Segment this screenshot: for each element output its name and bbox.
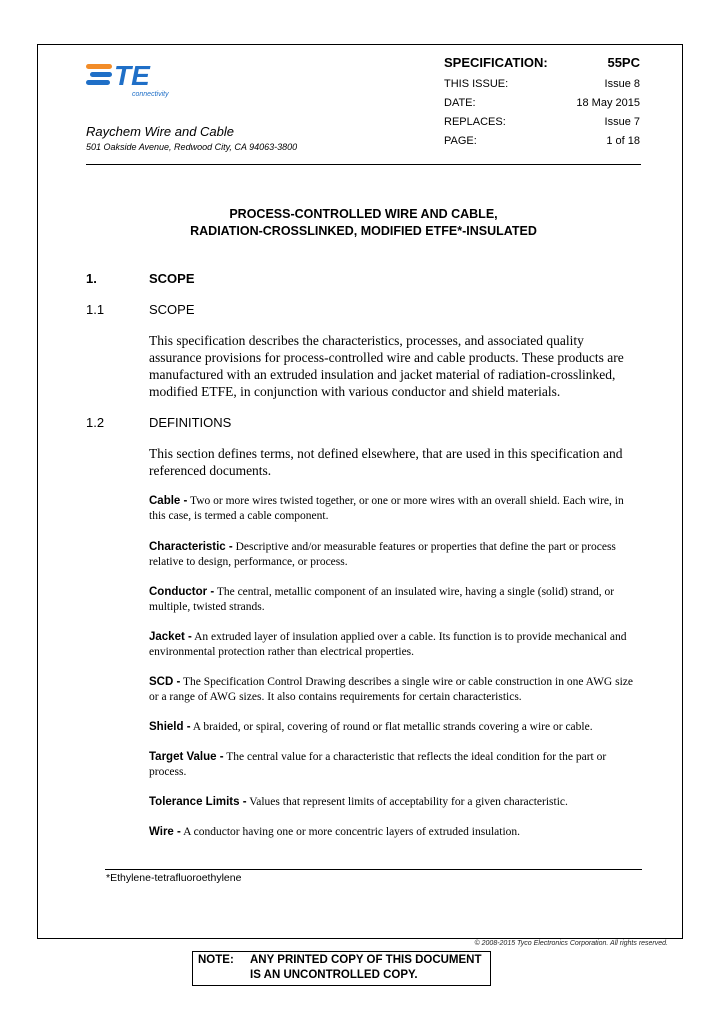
document-title-line1: PROCESS-CONTROLLED WIRE AND CABLE,	[229, 207, 498, 221]
copyright: © 2008-2015 Tyco Electronics Corporation. All rights reserved.	[474, 940, 668, 947]
definition-wire	[149, 825, 641, 840]
footnote-divider	[105, 869, 642, 870]
date-label: DATE:	[444, 97, 476, 109]
spec-number: 55PC	[607, 55, 640, 70]
this-issue-label: THIS ISSUE:	[444, 78, 509, 90]
section-1-1-title: SCOPE	[149, 302, 195, 317]
section-1-2-number: 1.2	[86, 415, 105, 430]
definition-scd	[149, 675, 641, 705]
definition-term: Target Value -	[149, 751, 224, 763]
te-connectivity-logo	[86, 58, 196, 98]
definition-term: Wire -	[149, 826, 181, 838]
definition-text: The Specification Control Drawing describes a single wire or cable construction in one AWG size or a range of AWG sizes. It also contains requirements for certain characteristics.	[149, 676, 633, 703]
definition-term: Conductor -	[149, 586, 215, 598]
definition-term: Jacket -	[149, 631, 192, 643]
logo-stripe-orange	[86, 64, 112, 69]
logo-text: TE	[114, 60, 150, 91]
definition-term: Cable -	[149, 495, 188, 507]
company-name: Raychem Wire and Cable	[86, 124, 235, 139]
definition-term: Tolerance Limits -	[149, 796, 247, 808]
page-value: 1 of 18	[606, 135, 640, 147]
definition-tolerance-limits	[149, 795, 641, 810]
definition-text: Two or more wires twisted together, or one or more wires with an overall shield. Each wire, in this case, is termed a cable component.	[149, 495, 624, 522]
section-1-number: 1.	[86, 271, 97, 286]
logo-stripe-blue	[90, 72, 112, 77]
replaces-value: Issue 7	[604, 116, 640, 128]
definition-term: Shield -	[149, 721, 191, 733]
note-line2: IS AN UNCONTROLLED COPY.	[250, 969, 418, 981]
definition-term: Characteristic -	[149, 541, 233, 553]
page-label: PAGE:	[444, 135, 477, 147]
definition-jacket	[149, 630, 641, 660]
logo-stripe-blue-2	[86, 80, 110, 85]
definition-text: A braided, or spiral, covering of round or flat metallic strands covering a wire or cable.	[190, 721, 593, 733]
section-1-title: SCOPE	[149, 271, 195, 286]
note-label: NOTE:	[198, 954, 234, 966]
section-1-2-title: DEFINITIONS	[149, 415, 232, 430]
footnote: *Ethylene-tetrafluoroethylene	[106, 872, 242, 884]
definition-text: Descriptive and/or measurable features or properties that define the part or process relative to design, performance, or process.	[149, 541, 616, 568]
definition-text: Values that represent limits of acceptability for a given characteristic.	[246, 796, 568, 808]
spec-label: SPECIFICATION:	[444, 55, 548, 70]
definition-text: A conductor having one or more concentric layers of extruded insulation.	[180, 826, 521, 838]
definition-text: An extruded layer of insulation applied over a cable. Its function is to provide mechanical and environmental protection rather than electrical properties.	[149, 631, 627, 658]
definition-characteristic	[149, 540, 641, 570]
company-address: 501 Oakside Avenue, Redwood City, CA 94063-3800	[86, 142, 298, 152]
this-issue-value: Issue 8	[604, 78, 640, 90]
definition-text: The central value for a characteristic that reflects the ideal condition for the part or process.	[149, 751, 607, 778]
definition-shield	[149, 720, 641, 735]
section-1-1-number: 1.1	[86, 302, 105, 317]
definitions-intro: This section defines terms, not defined elsewhere, that are used in this specification and referenced documents.	[149, 446, 623, 478]
document-title-line2: RADIATION-CROSSLINKED, MODIFIED ETFE*-INSULATED	[190, 224, 537, 238]
definition-cable	[149, 494, 641, 524]
date-value: 18 May 2015	[576, 97, 640, 109]
note-line1: ANY PRINTED COPY OF THIS DOCUMENT	[250, 954, 482, 966]
scope-paragraph: This specification describes the characteristics, processes, and associated quality assurance provisions for process-controlled wire and cable products. These products are manufactured with an extruded insulation and jacket material of radiation-crosslinked, modified ETFE, in conjunction with various conductor and shield materials.	[149, 333, 624, 399]
header-divider	[86, 164, 641, 165]
definition-text: The central, metallic component of an insulated wire, having a single (solid) strand, or multiple, twisted strands.	[149, 586, 615, 613]
replaces-label: REPLACES:	[444, 116, 506, 128]
definition-term: SCD -	[149, 676, 181, 688]
logo-subtext: connectivity	[132, 91, 169, 98]
definition-conductor	[149, 585, 641, 615]
uncontrolled-copy-note	[192, 951, 491, 986]
definition-target-value	[149, 750, 641, 780]
